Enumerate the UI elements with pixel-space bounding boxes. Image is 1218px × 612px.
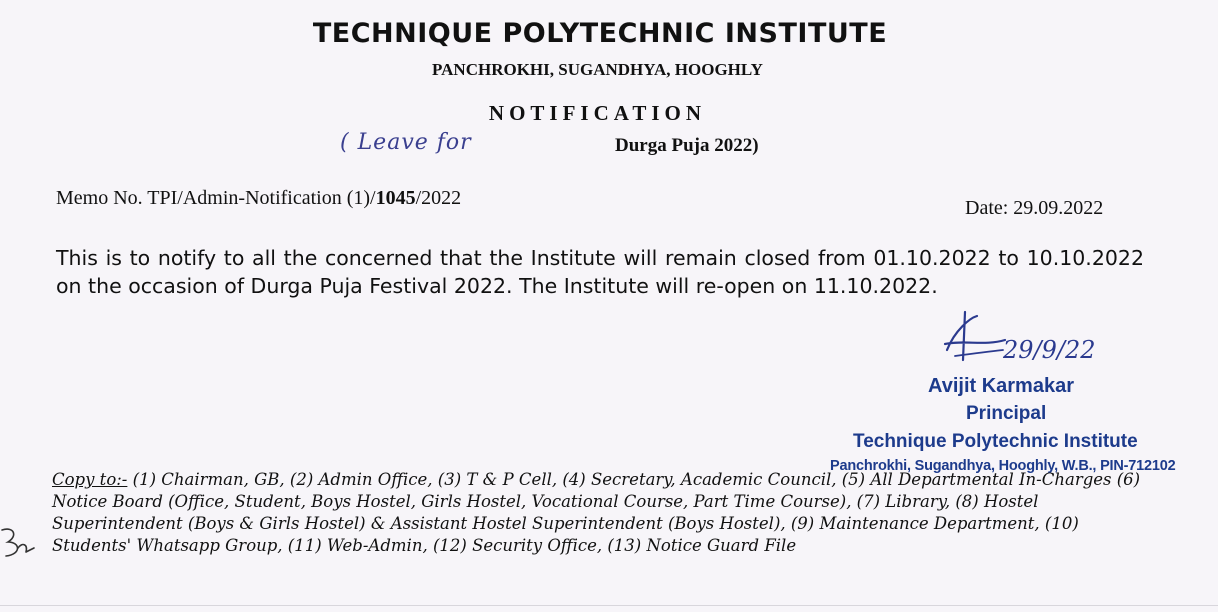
principal-signature [925, 310, 1125, 375]
signatory-designation: Principal [966, 403, 1047, 424]
page-edge [0, 605, 1218, 606]
copy-to-list [52, 469, 1147, 557]
institute-address: PANCHROKHI, SUGANDHYA, HOOGHLY [432, 60, 763, 79]
margin-handwriting-mark [0, 522, 36, 568]
institute-name: TECHNIQUE POLYTECHNIC INSTITUTE [312, 18, 888, 49]
signatory-name: Avijit Karmakar [928, 375, 1074, 397]
copy-to-recipients: (1) Chairman, GB, (2) Admin Office, (3) T & P Cell, (4) Secretary, Academic Council, (5) All Departmental In-Charges (6) Notice Board (Office, Student, Boys Hostel, Girls Hostel, Vocational Course, Part Time Course), (7) Library, (8) Hostel Superintendent (Boys & Girls Hostel) & Assistant Hostel Superintendent (Boys Hostel), (9) Maintenance Department, (10) Students' Whatsapp Group, (11) Web-Admin, (12) Security Office, (13) Notice Guard File [52, 470, 1141, 555]
subtitle-printed: Durga Puja 2022) [615, 135, 759, 156]
memo-suffix: /2022 [415, 187, 462, 209]
signatory-institute: Technique Polytechnic Institute [853, 431, 1138, 452]
handwritten-leave-for: ( Leave for [340, 130, 472, 155]
notification-title: NOTIFICATION [488, 101, 707, 125]
memo-number [56, 187, 461, 210]
memo-prefix: Memo No. TPI/Admin-Notification (1)/ [56, 187, 376, 209]
signature-date: 29/9/22 [1003, 336, 1096, 364]
copy-to-label: Copy to:- [52, 470, 128, 489]
signatory-address: Panchrokhi, Sugandhya, Hooghly, W.B., PIN-712102 [830, 458, 1176, 474]
notification-body: This is to notify to all the concerned that the Institute will remain closed from 01.10.2022 to 10.10.2022 on the occasion of Durga Puja Festival 2022. The Institute will re-open on 11.10.2022. [56, 246, 1144, 298]
memo-date: Date: 29.09.2022 [965, 197, 1104, 219]
memo-serial: 1045 [375, 187, 416, 209]
